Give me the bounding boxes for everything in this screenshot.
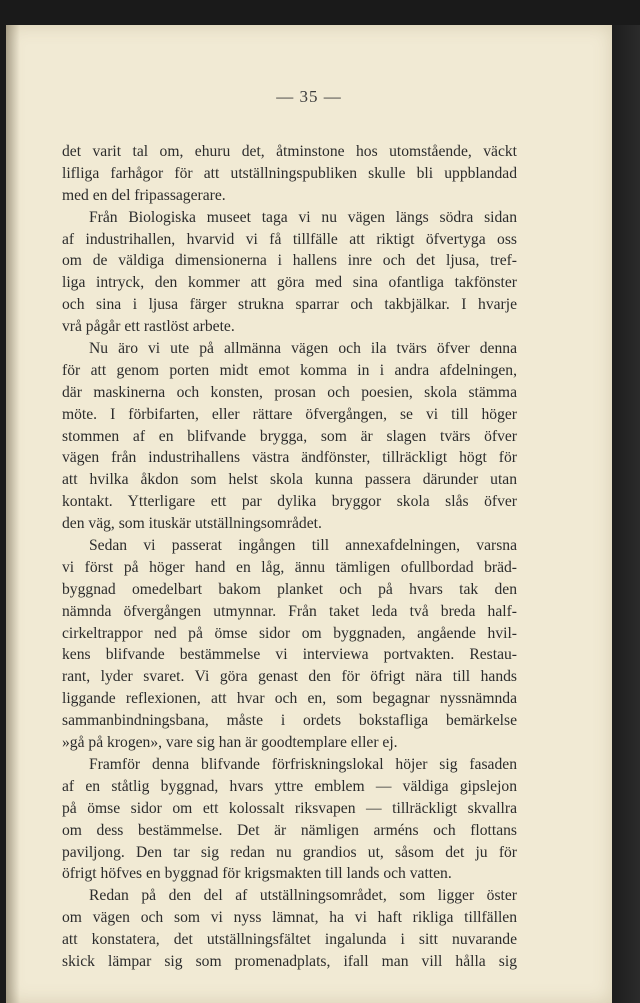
text-line: kens blifvande bestämmelse vi interviewa portvakten. Restau- (62, 646, 517, 664)
body-text (62, 141, 517, 973)
text-line: lifliga farhågor för att utställningspubliken skulle bli uppblandad (62, 164, 517, 182)
text-line: Nu äro vi ute på allmänna vägen och ila tvärs öfver denna (89, 340, 517, 358)
scan-right-edge (612, 25, 640, 1003)
text-line: sammanbindningsbana, måste i ordets bokstafliga bemärkelse (62, 712, 517, 730)
text-line: möte. I förbifarten, eller rättare öfvergången, se vi till höger (62, 405, 517, 423)
text-line: om de väldiga dimensionerna i hallens inre och det ljusa, tref- (62, 252, 517, 270)
text-line: liga intryck, den kommer att göra med sina ofantliga takfönster (62, 274, 517, 292)
text-line: för att genom porten midt emot komma in i andra afdelningen, (62, 361, 517, 379)
text-line: rant, lyder svaret. Vi göra genast den för öfrigt nära till hands (62, 668, 517, 686)
page-number: — 35 — (276, 87, 342, 106)
text-line: »gå på krogen», vare sig han är goodtemplare eller ej. (62, 734, 398, 752)
text-line: om vägen och som vi nyss lämnat, ha vi haft rikliga tillfällen (62, 909, 517, 927)
text-line: med en del fripassagerare. (62, 186, 226, 204)
text-line: öfrigt höfves en byggnad för krigsmakten till lands och vatten. (62, 865, 452, 883)
text-line: Sedan vi passerat ingången till annexafdelningen, varsna (89, 537, 517, 555)
text-line: vrå pågår ett rastlöst arbete. (62, 318, 235, 336)
text-line: cirkeltrappor ned på ömse sidor om byggnaden, angående hvil- (62, 624, 517, 642)
text-line: Från Biologiska museet taga vi nu vägen längs södra sidan (89, 208, 517, 226)
text-line: vägen från industrihallens västra ändfönster, tillräckligt högt för (62, 449, 517, 467)
text-line: den väg, som ituskär utställningsområdet. (62, 515, 322, 533)
text-line: kontakt. Ytterligare ett par dylika bryggor skola slås öfver (62, 493, 517, 511)
text-line: af en ståtlig byggnad, hvars yttre emblem — väldiga gipslejon (62, 777, 517, 795)
book-page (6, 25, 612, 1003)
text-line: paviljong. Den tar sig redan nu grandios ut, såsom det ju för (62, 843, 517, 861)
text-line: och sina i ljusa färger strukna sparrar och takbjälkar. I hvarje (62, 296, 517, 314)
spine-shadow (6, 25, 20, 1003)
text-line: att konstatera, det utställningsfältet ingalunda i sitt nuvarande (62, 931, 517, 949)
text-line: stommen af en blifvande brygga, som är slagen tvärs öfver (62, 427, 517, 445)
text-line: där maskinerna och konsten, prosan och poesien, skola stämma (62, 383, 517, 401)
text-line: på ömse sidor om ett kolossalt riksvapen — tillräckligt skvallra (62, 799, 517, 817)
text-line: af industrihallen, hvarvid vi få tillfälle att riktigt öfvertyga oss (62, 230, 517, 248)
text-line: om dess bestämmelse. Det är nämligen arméns och flottans (62, 821, 517, 839)
text-line: att hvilka åkdon som helst skola kunna passera därunder utan (62, 471, 517, 489)
text-line: liggande reflexionen, att hvar och en, som begagnar nyssnämnda (62, 690, 517, 708)
text-line: Framför denna blifvande förfriskningslokal höjer sig fasaden (89, 755, 517, 773)
text-line: vi först på höger hand en låg, ännu tämligen ofullbordad bräd- (62, 558, 517, 576)
text-line: nämnda öfvergången utmynnar. Från taket leda två breda half- (62, 602, 517, 620)
text-line: det varit tal om, ehuru det, åtminstone hos utomstående, väckt (62, 143, 517, 160)
text-line: skick lämpar sig som promenadplats, ifall man vill hålla sig (62, 952, 517, 970)
text-line: byggnad omedelbart bakom planket och på hvars tak den (62, 580, 517, 598)
text-line: Redan på den del af utställningsområdet, som ligger öster (89, 887, 517, 905)
